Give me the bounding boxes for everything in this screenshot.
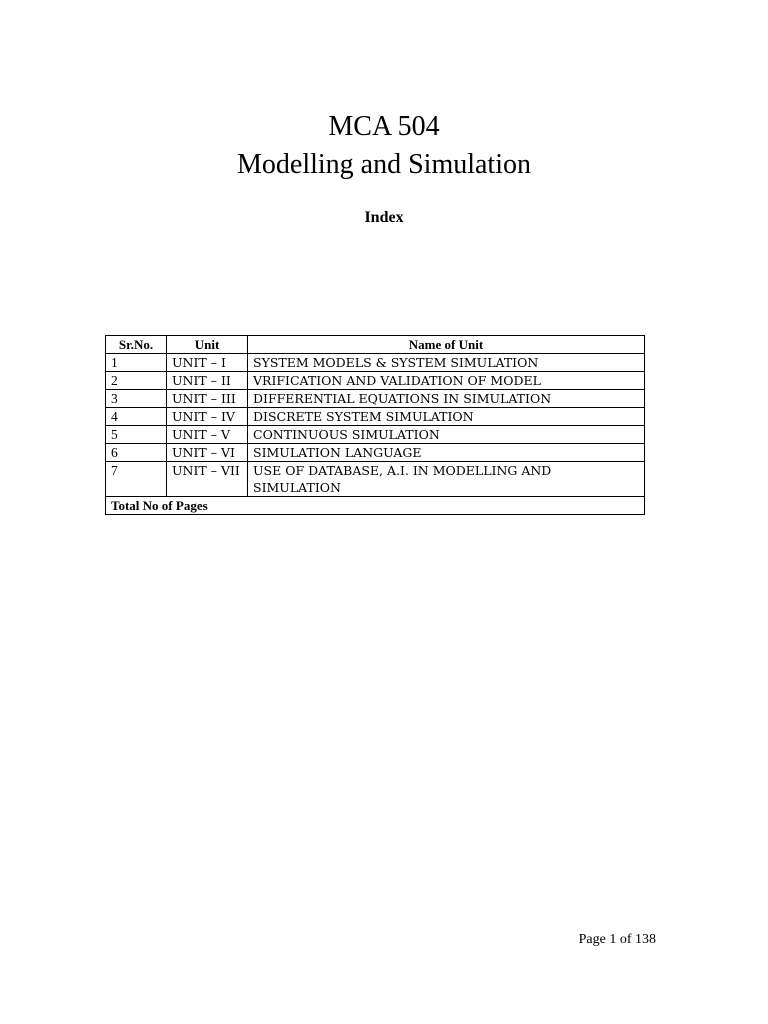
- row-unit: UNIT – V: [167, 426, 248, 444]
- row-sr-no: 5: [106, 426, 167, 444]
- row-unit-name: DISCRETE SYSTEM SIMULATION: [248, 408, 645, 426]
- table-row: [106, 426, 645, 444]
- course-code: MCA 504: [328, 111, 440, 142]
- course-title: Modelling and Simulation: [237, 149, 531, 180]
- table-row: [106, 372, 645, 390]
- header-sr-no: Sr.No.: [106, 336, 167, 354]
- table-row: [106, 408, 645, 426]
- row-sr-no: 2: [106, 372, 167, 390]
- row-sr-no: 3: [106, 390, 167, 408]
- table-row: [106, 462, 645, 497]
- row-unit: UNIT – VI: [167, 444, 248, 462]
- table-row: [106, 390, 645, 408]
- row-sr-no: 7: [106, 462, 167, 497]
- row-sr-no: 1: [106, 354, 167, 372]
- row-unit-name: SYSTEM MODELS & SYSTEM SIMULATION: [248, 354, 645, 372]
- row-sr-no: 4: [106, 408, 167, 426]
- row-unit-name: USE OF DATABASE, A.I. IN MODELLING AND SIMULATION: [248, 462, 645, 497]
- row-unit: UNIT – I: [167, 354, 248, 372]
- table-row: [106, 444, 645, 462]
- row-unit-name: SIMULATION LANGUAGE: [248, 444, 645, 462]
- title-block: [0, 108, 768, 184]
- row-unit-name: CONTINUOUS SIMULATION: [248, 426, 645, 444]
- row-unit-name: VRIFICATION AND VALIDATION OF MODEL: [248, 372, 645, 390]
- total-pages-label: Total No of Pages: [106, 497, 645, 515]
- row-unit: UNIT – III: [167, 390, 248, 408]
- page-number: Page 1 of 138: [578, 932, 656, 947]
- row-unit: UNIT – II: [167, 372, 248, 390]
- row-unit: UNIT – IV: [167, 408, 248, 426]
- index-table: [105, 335, 645, 515]
- row-unit-name: DIFFERENTIAL EQUATIONS IN SIMULATION: [248, 390, 645, 408]
- header-name-of-unit: Name of Unit: [248, 336, 645, 354]
- table-header-row: [106, 336, 645, 354]
- row-unit: UNIT – VII: [167, 462, 248, 497]
- index-heading: Index: [364, 209, 404, 226]
- table-row: [106, 354, 645, 372]
- row-sr-no: 6: [106, 444, 167, 462]
- header-unit: Unit: [167, 336, 248, 354]
- table-total-row: [106, 497, 645, 515]
